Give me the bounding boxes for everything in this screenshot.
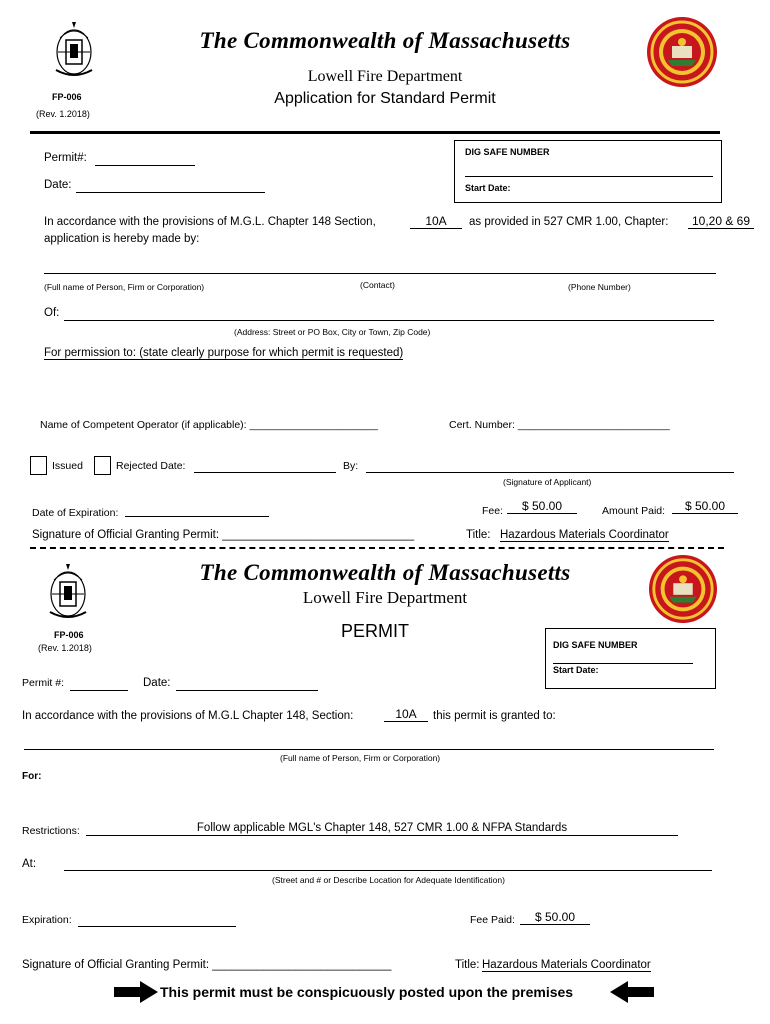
granted-text: this permit is granted to: <box>433 710 556 722</box>
permit-dig-safe-box <box>545 628 716 689</box>
official-signature-text: Signature of Official Granting Permit: ______________________________ <box>32 529 415 541</box>
address-field[interactable] <box>64 320 714 321</box>
department-name: Lowell Fire Department <box>307 68 463 85</box>
restrictions-label: Restrictions: <box>22 825 80 837</box>
issued-label: Issued <box>52 460 83 472</box>
permit-number-field-2[interactable] <box>70 690 128 691</box>
permission-text: For permission to: (state clearly purpose for which permit is requested) <box>44 347 404 359</box>
permit-date-label: Date: <box>143 677 171 689</box>
restrictions-field[interactable] <box>86 835 678 836</box>
expiration-label: Date of Expiration: <box>32 507 119 519</box>
permit-name-field[interactable] <box>24 749 714 750</box>
permit-number-field[interactable] <box>95 165 195 166</box>
permit-title-label: Title: <box>455 959 480 971</box>
permit-expiration-label: Expiration: <box>22 914 72 926</box>
fee-paid-label: Fee Paid: <box>470 914 515 926</box>
section-field[interactable]: 10A <box>410 214 462 229</box>
at-label: At: <box>22 858 37 870</box>
permit-official-signature-text: Signature of Official Granting Permit: ____________________________ <box>22 959 392 971</box>
location-caption: (Street and # or Describe Location for Adequate Identification) <box>272 875 505 885</box>
application-text: application is hereby made by: <box>44 233 200 245</box>
permit-date-field[interactable] <box>176 690 318 691</box>
form-number: FP-006 <box>52 92 82 102</box>
address-caption: (Address: Street or PO Box, City or Town, Zip Code) <box>234 327 431 337</box>
permit-title: PERMIT <box>340 621 409 641</box>
permit-dig-safe-label: DIG SAFE NUMBER <box>553 640 638 650</box>
permit-fire-badge-icon <box>648 554 718 624</box>
rejected-date-field[interactable] <box>194 472 336 473</box>
permit-form-number: FP-006 <box>54 630 84 640</box>
date-label: Date: <box>44 179 72 191</box>
commonwealth-title: The Commonwealth of Massachusetts <box>199 28 571 53</box>
restrictions-value: Follow applicable MGL's Chapter 148, 527 CMR 1.00 & NFPA Standards <box>196 822 568 834</box>
fee-paid-field[interactable]: $ 50.00 <box>520 910 590 925</box>
expiration-field[interactable] <box>125 516 269 517</box>
revision: (Rev. 1.2018) <box>36 109 90 119</box>
permit-number-label-2: Permit #: <box>22 677 65 689</box>
posting-notice: This permit must be conspicuously posted upon the premises <box>160 984 574 1000</box>
amount-paid-field[interactable]: $ 50.00 <box>672 499 738 514</box>
issued-checkbox[interactable] <box>30 456 47 475</box>
rejected-checkbox[interactable] <box>94 456 111 475</box>
dig-safe-box <box>454 140 722 203</box>
amount-paid-label: Amount Paid: <box>602 505 666 517</box>
permit-title-field[interactable]: Hazardous Materials Coordinator <box>482 959 651 971</box>
start-date-label: Start Date: <box>465 183 511 193</box>
permit-dig-safe-field[interactable] <box>553 663 693 664</box>
provided-text: as provided in 527 CMR 1.00, Chapter: <box>469 216 669 228</box>
chapter-field[interactable]: 10,20 & 69 <box>688 214 754 229</box>
location-field[interactable] <box>64 870 712 871</box>
permit-number-label: Permit#: <box>44 152 87 164</box>
arrow-left-icon <box>610 981 654 1003</box>
applicant-signature-field[interactable] <box>366 472 734 473</box>
permit-revision: (Rev. 1.2018) <box>38 643 92 653</box>
date-field[interactable] <box>76 192 265 193</box>
of-label: Of: <box>44 307 60 319</box>
contact-caption: (Contact) <box>360 280 395 290</box>
permit-commonwealth-title: The Commonwealth of Massachusetts <box>199 560 571 585</box>
by-label: By: <box>343 460 359 472</box>
permit-full-name-caption: (Full name of Person, Firm or Corporation) <box>280 753 441 763</box>
dig-safe-field[interactable] <box>465 176 713 177</box>
cert-text: Cert. Number: __________________________ <box>449 419 670 431</box>
fee-field[interactable]: $ 50.00 <box>507 499 577 514</box>
permit-start-date-label: Start Date: <box>553 665 599 675</box>
signature-applicant-caption: (Signature of Applicant) <box>503 477 592 487</box>
form-title: Application for Standard Permit <box>274 90 496 107</box>
operator-text: Name of Competent Operator (if applicable): ______________________ <box>40 419 378 431</box>
arrow-right-icon <box>114 981 158 1003</box>
permit-department-name: Lowell Fire Department <box>302 588 468 607</box>
title-label: Title: <box>466 529 491 541</box>
fee-label: Fee: <box>482 505 504 517</box>
phone-caption: (Phone Number) <box>568 282 631 292</box>
cut-line <box>30 547 724 549</box>
permit-expiration-field[interactable] <box>78 926 236 927</box>
permit-section-field[interactable]: 10A <box>384 707 428 722</box>
for-label: For: <box>22 771 42 782</box>
dig-safe-label: DIG SAFE NUMBER <box>465 147 550 157</box>
rejected-date-label: Rejected Date: <box>116 460 186 472</box>
header-rule <box>30 131 720 134</box>
fire-badge-icon <box>646 16 718 88</box>
full-name-caption: (Full name of Person, Firm or Corporation) <box>44 282 205 292</box>
permit-accordance-text: In accordance with the provisions of M.G.L Chapter 148, Section: <box>22 710 354 722</box>
applicant-name-field[interactable] <box>44 273 716 274</box>
title-field[interactable]: Hazardous Materials Coordinator <box>500 529 669 541</box>
accordance-text: In accordance with the provisions of M.G.L. Chapter 148 Section, <box>44 216 376 228</box>
